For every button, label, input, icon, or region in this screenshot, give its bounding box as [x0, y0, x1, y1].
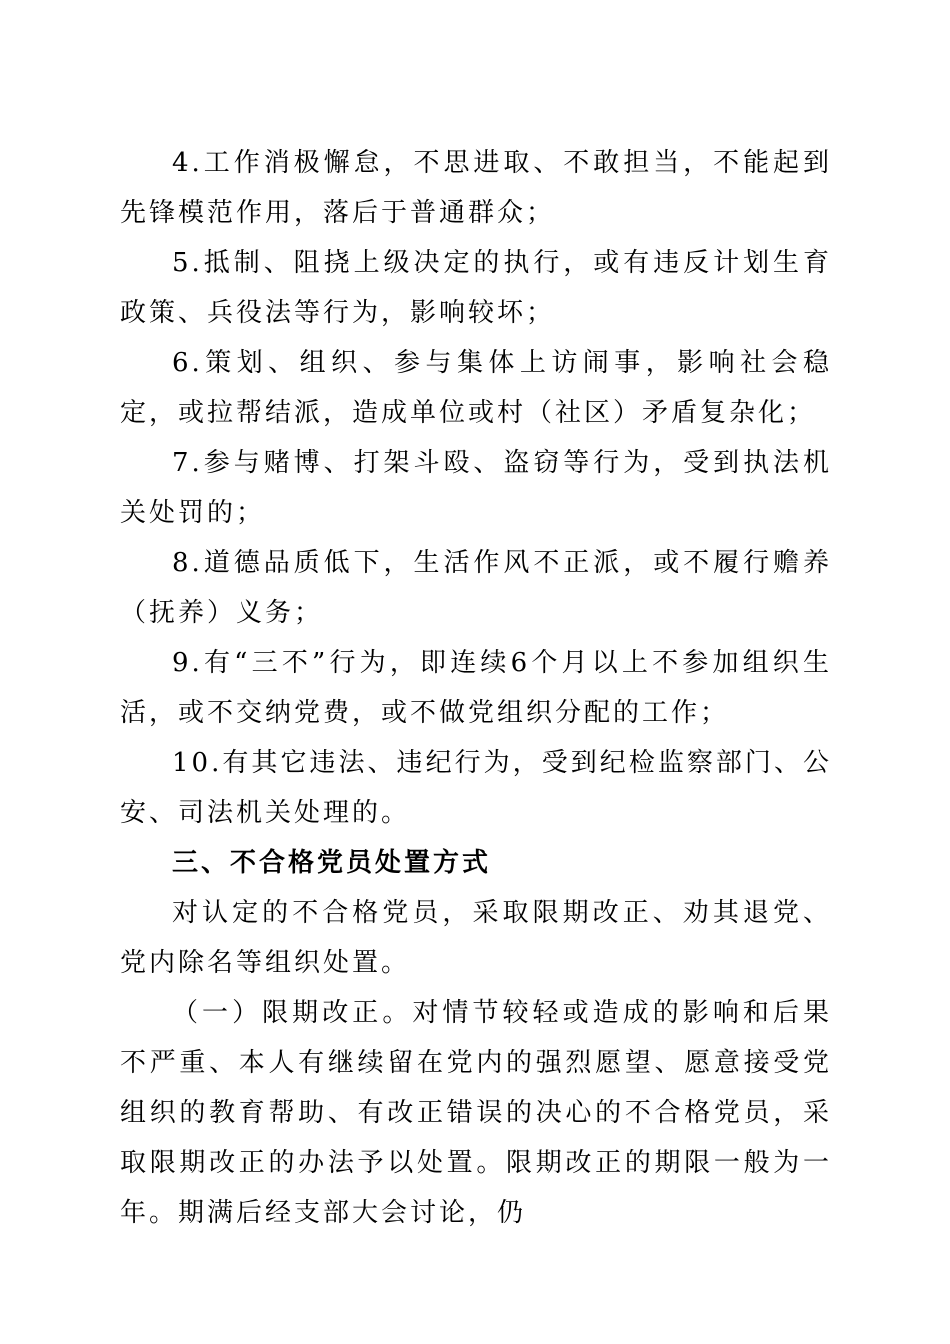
list-item-10: 10.有其它违法、违纪行为，受到纪检监察部门、公安、司法机关处理的。 — [120, 748, 832, 828]
list-item-9: 9.有“三不”行为，即连续6个月以上不参加组织生活，或不交纳党费，或不做党组织分配的工作； — [120, 648, 832, 728]
intro-paragraph: 对认定的不合格党员，采取限期改正、劝其退党、党内除名等组织处置。 — [120, 898, 832, 978]
subsection-paragraph — [120, 988, 832, 1238]
list-item-5: 5.抵制、阻挠上级决定的执行，或有违反计划生育政策、兵役法等行为，影响较坏； — [120, 248, 832, 328]
subsection-text: 对情节较轻或造成的影响和后果不严重、本人有继续留在党内的强烈愿望、愿意接受党组织的教育帮助、有改正错误的决心的不合格党员，采取限期改正的办法予以处置。限期改正的期限一般为一年。期满后经支部大会讨论，仍 — [120, 998, 832, 1228]
subsection-lead: （一）限期改正。 — [172, 998, 413, 1028]
list-item-4: 4.工作消极懈怠，不思进取、不敢担当，不能起到先锋模范作用，落后于普通群众； — [120, 148, 832, 228]
list-item-8: 8.道德品质低下，生活作风不正派，或不履行赡养（抚养）义务； — [120, 548, 832, 628]
list-item-6: 6.策划、组织、参与集体上访闹事，影响社会稳定，或拉帮结派，造成单位或村（社区）矛盾复杂化； — [120, 348, 832, 428]
document-body — [120, 138, 832, 1238]
section-heading: 三、不合格党员处置方式 — [172, 848, 492, 878]
list-item-7: 7.参与赌博、打架斗殴、盗窃等行为，受到执法机关处罚的； — [120, 448, 832, 528]
